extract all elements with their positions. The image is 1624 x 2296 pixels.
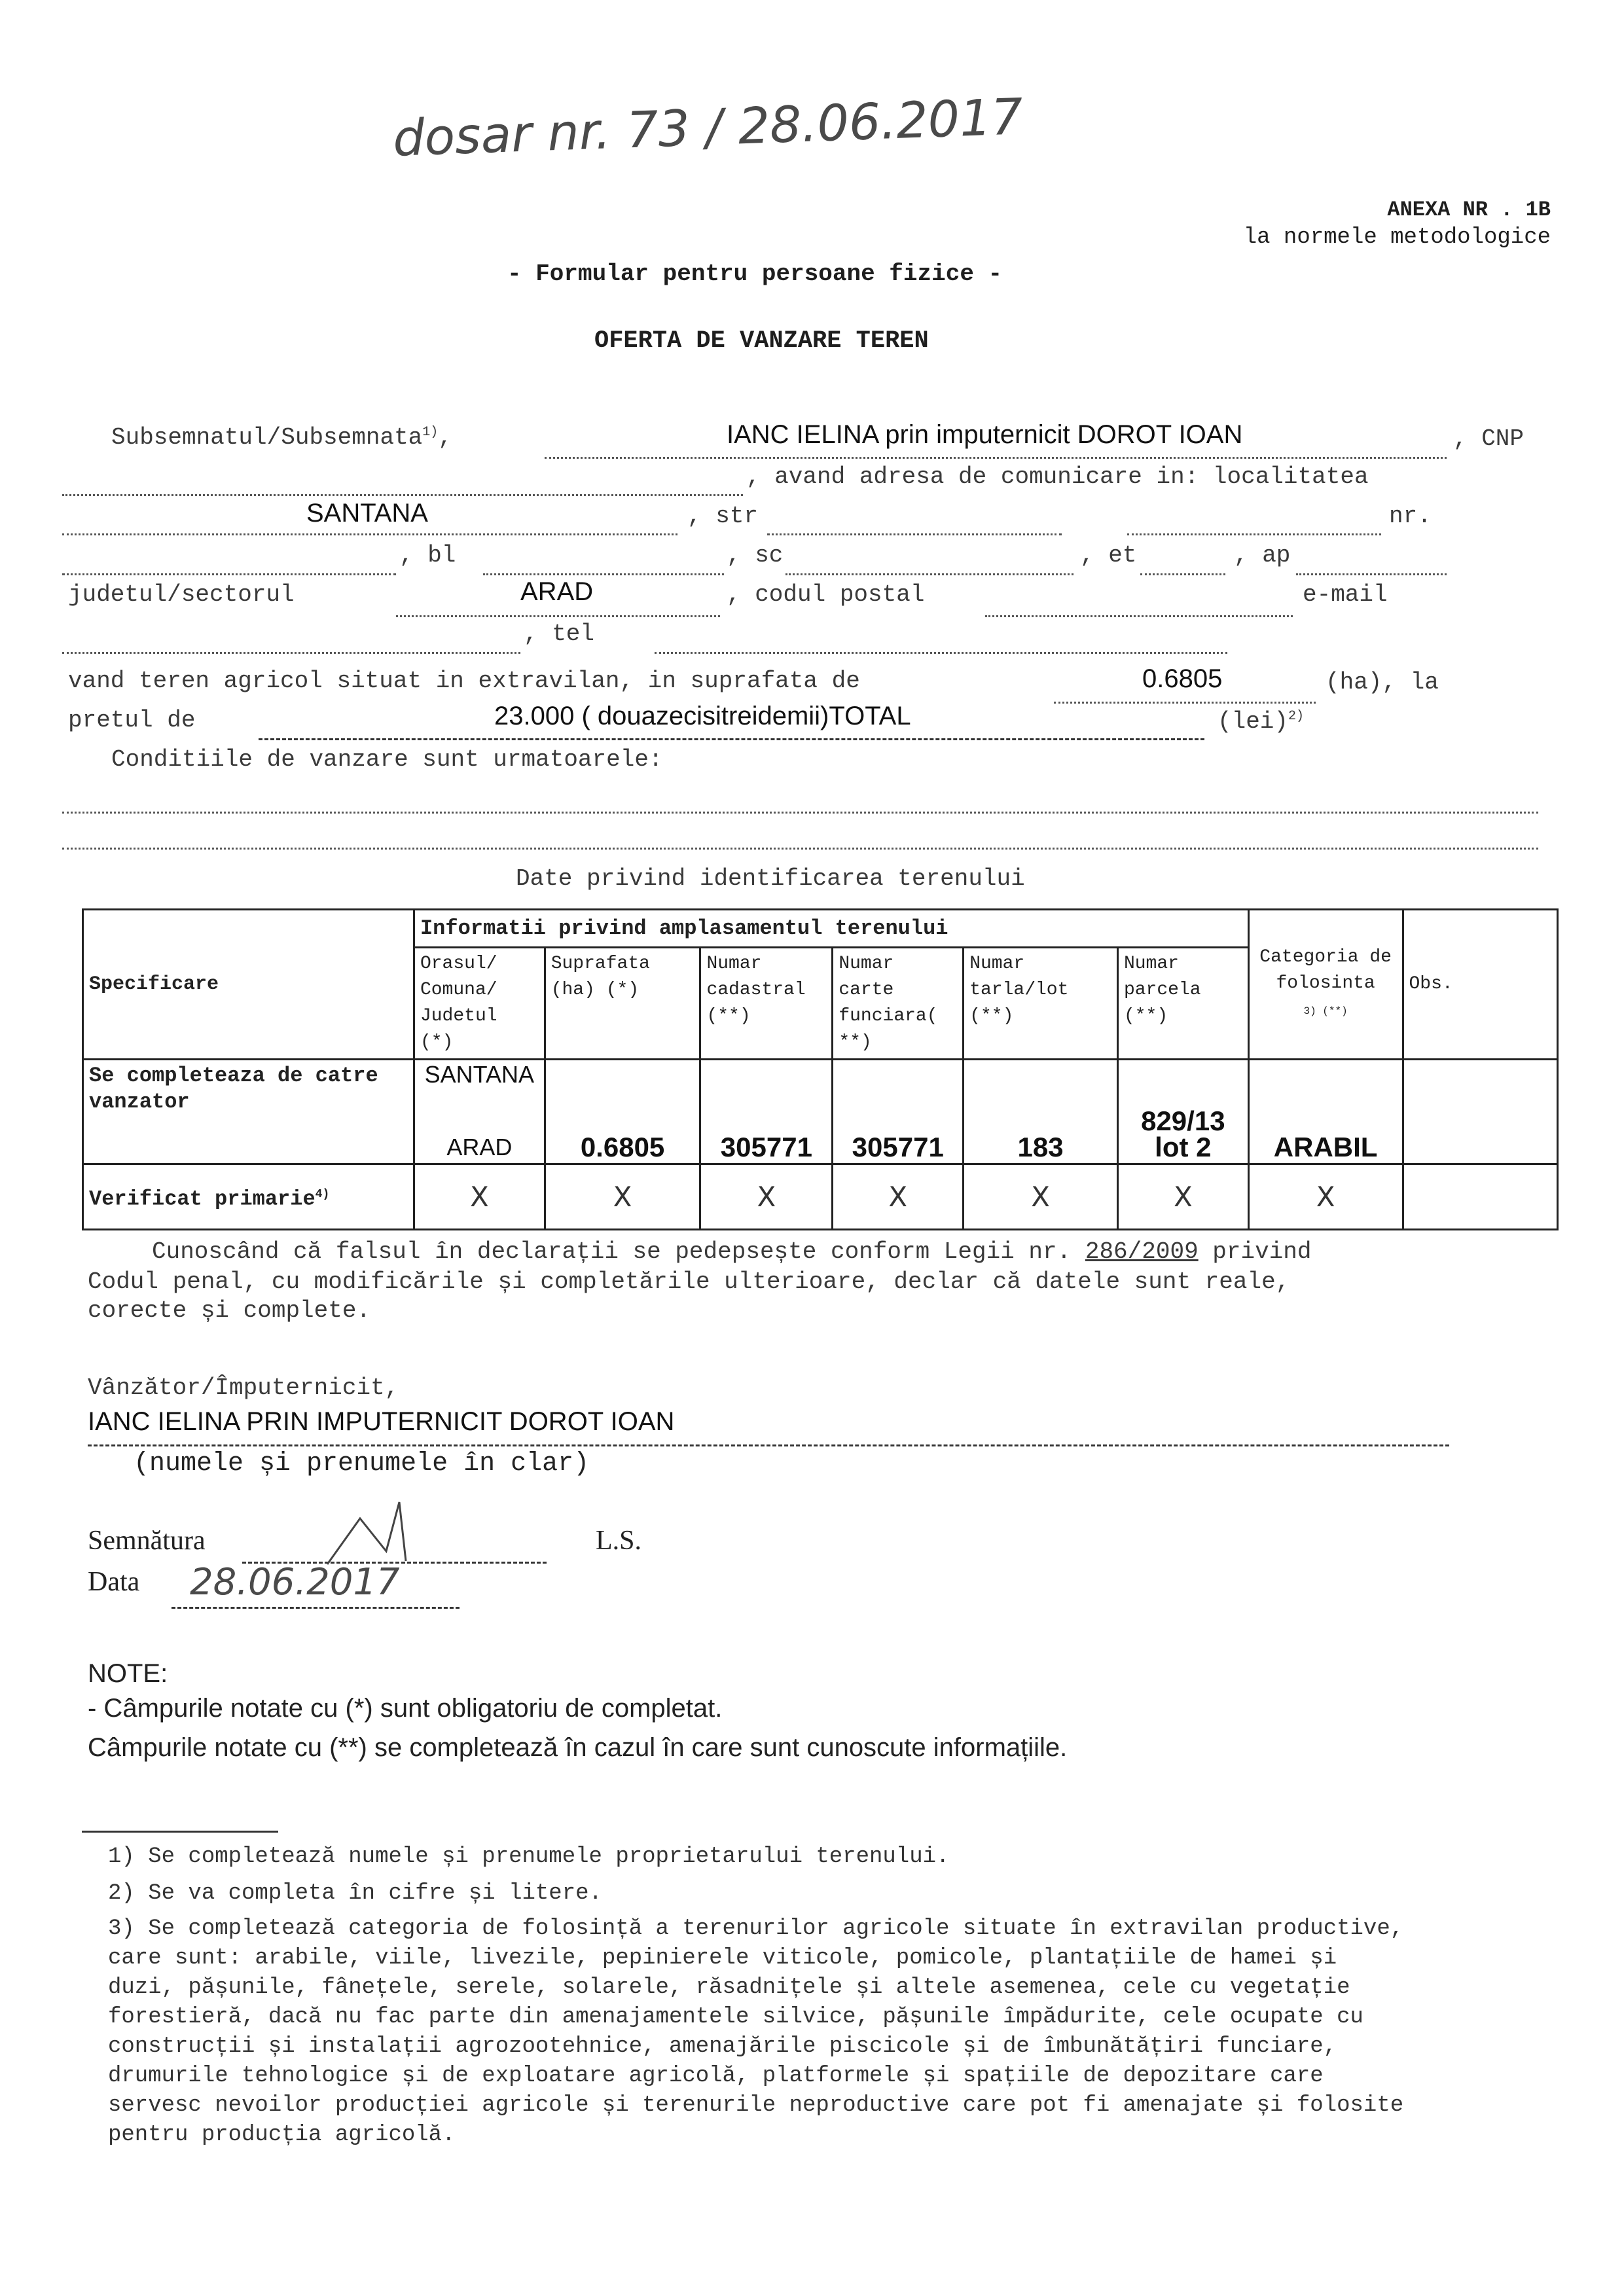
group-header: Informatii privind amplasamentul terenului [414, 910, 1248, 948]
table-title: Date privind identificarea terenului [516, 865, 1025, 892]
judet-field[interactable]: ARAD [520, 577, 594, 606]
lei-label: (lei)$^{2)}$ [1218, 708, 1305, 735]
categoria-header: Categoria de folosinta 3) (**) [1248, 910, 1403, 1060]
verify-mark: X [414, 1164, 545, 1230]
adresa-label: , avand adresa de comunicare in: localitatea [746, 463, 1369, 490]
cell-obs[interactable] [1403, 1060, 1558, 1164]
row-vanzator-label: Se completeaza de catre vanzator [83, 1060, 414, 1164]
footnote-1: 1) Se completează numele și prenumele proprietarului terenului. [108, 1844, 950, 1869]
col-carte-funciara: Numar carte funciara( **) [833, 948, 964, 1060]
footnote-3: 3) Se completează categoria de folosință a terenurilor agricole situate în extravilan productive, [108, 1916, 1404, 1941]
semnatura-label: Semnătura [88, 1526, 206, 1556]
cell-tarla[interactable]: 183 [964, 1060, 1118, 1164]
date-field[interactable]: 28.06.2017 [190, 1561, 400, 1604]
pret-field[interactable]: 23.000 ( douazecisitreidemii)TOTAL [494, 702, 911, 730]
judet-label: judetul/sectorul [68, 581, 295, 608]
cod-postal-label: , codul postal [727, 581, 925, 608]
row-primarie-label: Verificat primarie$^{4)}$ [83, 1164, 414, 1230]
footnote-2: 2) Se va completa în cifre și litere. [108, 1881, 602, 1906]
land-identification-table [82, 908, 1559, 1230]
tel-label: , tel [524, 620, 595, 647]
signatory-label: Vânzător/Împuternicit, [88, 1374, 399, 1401]
vand-teren-label: vand teren agricol situat in extravilan, in suprafata de [68, 668, 860, 694]
verify-mark-empty [1403, 1164, 1558, 1230]
note-title: NOTE: [88, 1659, 168, 1688]
email-label: e-mail [1303, 581, 1388, 608]
ls-label: L.S. [596, 1526, 642, 1556]
sc-label: , sc [727, 542, 784, 569]
subsemnatul-label: Subsemnatul/Subsemnata$^{1)}$, [111, 424, 452, 451]
footnote-3-cont: drumurile tehnologice și de exploatare agricolă, platformele și spațiile de depozitare care [108, 2064, 1324, 2089]
footnote-3-cont: pentru producția agricolă. [108, 2123, 456, 2147]
pret-label: pretul de [68, 707, 196, 734]
note-line-2: Câmpurile notate cu (**) se completează în cazul în care sunt cunoscute informațiile. [88, 1733, 1068, 1762]
col-parcela: Numar parcela (**) [1117, 948, 1248, 1060]
col-tarla: Numar tarla/lot (**) [964, 948, 1118, 1060]
cell-suprafata[interactable]: 0.6805 [545, 1060, 700, 1164]
signatory-caption: (numele și prenumele în clar) [134, 1449, 590, 1479]
verify-mark: X [700, 1164, 833, 1230]
page-title: OFERTA DE VANZARE TEREN [594, 327, 929, 355]
ap-label: , ap [1234, 542, 1291, 569]
verify-mark: X [833, 1164, 964, 1230]
obs-header: Obs. [1403, 910, 1558, 1060]
form-type: - Formular pentru persoane fizice - [507, 260, 1003, 287]
declaration-line-1: Cunoscând că falsul în declarații se pedepsește conform Legii nr. 286/2009 privind [152, 1238, 1312, 1265]
footnote-3-cont: construcții și instalații agrozootehnice, amenajările piscicole și de îmbunătățiri funciare, [108, 2034, 1337, 2059]
verify-mark: X [545, 1164, 700, 1230]
suprafata-field[interactable]: 0.6805 [1142, 664, 1223, 693]
localitate-field[interactable]: SANTANA [306, 499, 428, 528]
cnp-label: , CNP [1453, 425, 1525, 452]
table-row [83, 1060, 1558, 1164]
signatory-name[interactable]: IANC IELINA PRIN IMPUTERNICIT DOROT IOAN [88, 1407, 675, 1436]
annex-subtitle: la normele metodologice [1243, 225, 1551, 250]
cell-carte-funciara[interactable]: 305771 [833, 1060, 964, 1164]
footnote-3-cont: duzi, pășunile, fânețele, serele, solarele, răsadnițele și altele asemenea, cele cu vegetație [108, 1975, 1350, 2000]
conditii-label: Conditiile de vanzare sunt urmatoarele: [111, 746, 663, 773]
ha-label: (ha), la [1326, 669, 1439, 696]
bl-label: , bl [399, 542, 456, 569]
nr-label: nr. [1389, 503, 1432, 529]
str-label: , str [687, 503, 759, 529]
et-label: , et [1080, 542, 1137, 569]
footnote-3-cont: care sunt: arabile, viile, livezile, pepinierele viticole, pomicole, plantațiile de hamei și [108, 1946, 1337, 1971]
cell-parcela[interactable]: 829/13 lot 2 [1117, 1060, 1248, 1164]
owner-name-field[interactable]: IANC IELINA prin imputernicit DOROT IOAN [727, 420, 1243, 449]
cell-categoria[interactable]: ARABIL [1248, 1060, 1403, 1164]
col-orasul: Orasul/ Comuna/ Judetul (*) [414, 948, 545, 1060]
specificare-header: Specificare [83, 910, 414, 1060]
verify-mark: X [964, 1164, 1118, 1230]
verify-mark: X [1117, 1164, 1248, 1230]
cell-cadastral[interactable]: 305771 [700, 1060, 833, 1164]
annex-number: ANEXA NR . 1B [1387, 198, 1551, 222]
table-row [83, 1164, 1558, 1230]
data-label: Data [88, 1567, 140, 1597]
verify-mark: X [1248, 1164, 1403, 1230]
note-line-1: - Câmpurile notate cu (*) sunt obligatoriu de completat. [88, 1694, 723, 1723]
footnote-3-cont: forestieră, dacă nu fac parte din amenajamentele silvice, pășunile împădurite, cele ocupate cu [108, 2005, 1363, 2030]
cell-localitate[interactable]: SANTANA ARAD [414, 1060, 545, 1164]
footnote-3-cont: servesc nevoilor producției agricole și terenurile neproductive care pot fi amenajate și folosite [108, 2093, 1404, 2118]
signature-scribble [314, 1499, 425, 1571]
declaration-line-3: corecte și complete. [88, 1297, 371, 1324]
declaration-line-2: Codul penal, cu modificările și completările ulterioare, declar că datele sunt reale, [88, 1268, 1290, 1295]
col-suprafata: Suprafata (ha) (*) [545, 948, 700, 1060]
col-cadastral: Numar cadastral (**) [700, 948, 833, 1060]
handwritten-file-number: dosar nr. 73 / 28.06.2017 [391, 87, 1024, 168]
